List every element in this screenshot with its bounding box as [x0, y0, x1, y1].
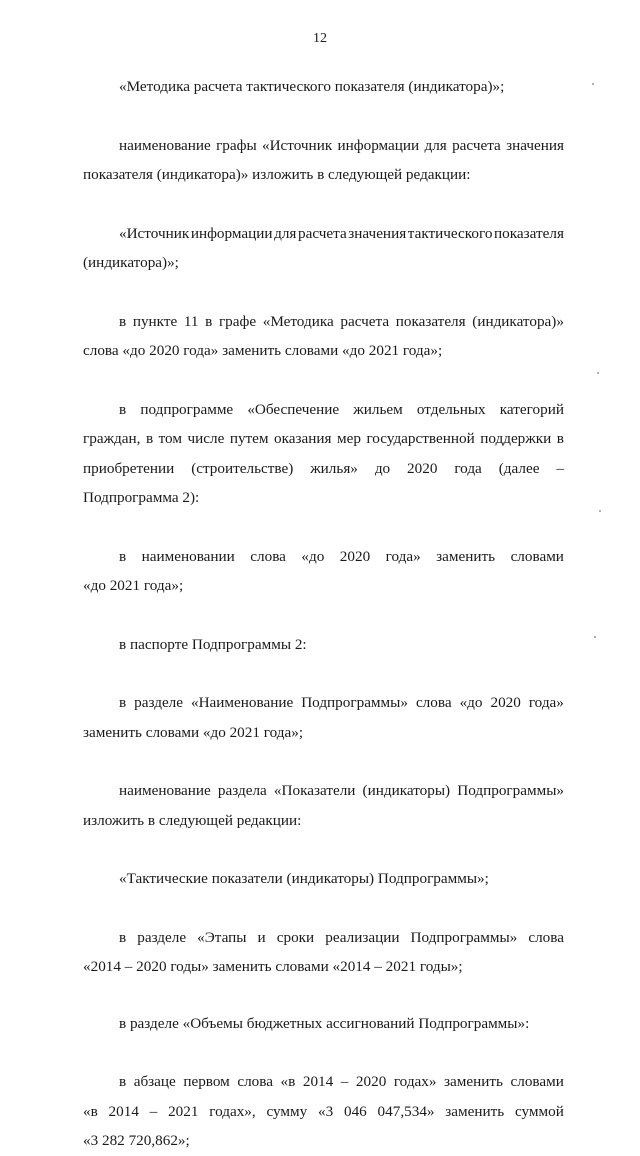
- paragraph-line: наименование графы «Источник информации для расчета значения: [119, 136, 564, 154]
- paragraph-line: «Источник информации для расчета значения тактического показателя: [119, 224, 564, 242]
- document-body: [83, 72, 564, 1156]
- paragraph-line: Подпрограмма 2):: [83, 489, 200, 506]
- paragraph-line: в паспорте Подпрограммы 2:: [119, 635, 307, 653]
- paragraph-line: в наименовании слова «до 2020 года» заменить словами: [119, 547, 564, 565]
- paragraph-line: «Тактические показатели (индикаторы) Подпрограммы»;: [119, 870, 489, 887]
- paragraph-line: наименование раздела «Показатели (индикаторы) Подпрограммы»: [119, 782, 564, 799]
- paragraph-line: показателя (индикатора)» изложить в следующей редакции:: [83, 166, 471, 183]
- scan-speck: [594, 636, 596, 638]
- scan-speck: [597, 372, 599, 374]
- scan-speck: [592, 83, 594, 85]
- paragraph-line: в разделе «Этапы и сроки реализации Подпрограммы» слова: [119, 928, 564, 946]
- paragraph-line: заменить словами «до 2021 года»;: [83, 723, 304, 741]
- paragraph-line: (индикатора)»;: [83, 254, 179, 271]
- paragraph-line: в подпрограмме «Обеспечение жильем отдельных категорий: [119, 400, 564, 418]
- paragraph-line: в разделе «Наименование Подпрограммы» слова «до 2020 года»: [119, 694, 564, 711]
- paragraph-line: в пункте 11 в графе «Методика расчета показателя (индикатора)»: [119, 312, 564, 330]
- paragraph-line: в абзаце первом слова «в 2014 – 2020 годах» заменить словами: [119, 1073, 564, 1090]
- paragraph-line: слова «до 2020 года» заменить словами «до 2021 года»;: [83, 342, 443, 359]
- scan-speck: [599, 510, 601, 512]
- paragraph-line: «Методика расчета тактического показателя (индикатора)»;: [119, 78, 505, 95]
- paragraph-line: граждан, в том числе путем оказания мер государственной поддержки в: [83, 430, 564, 447]
- paragraph-line: «2014 – 2020 годы» заменить словами «2014 – 2021 годы»;: [83, 958, 463, 975]
- paragraph-line: «до 2021 года»;: [83, 577, 184, 594]
- paragraph-line: «в 2014 – 2021 годах», сумму «3 046 047,534» заменить суммой: [83, 1102, 564, 1120]
- paragraph-line: изложить в следующей редакции:: [83, 811, 302, 829]
- paragraph-line: в разделе «Объемы бюджетных ассигнований Подпрограммы»:: [119, 1014, 530, 1032]
- paragraph-line: «3 282 720,862»;: [83, 1132, 190, 1149]
- paragraph-line: приобретении (строительстве) жилья» до 2020 года (далее –: [83, 459, 564, 477]
- page-number: 12: [313, 31, 327, 46]
